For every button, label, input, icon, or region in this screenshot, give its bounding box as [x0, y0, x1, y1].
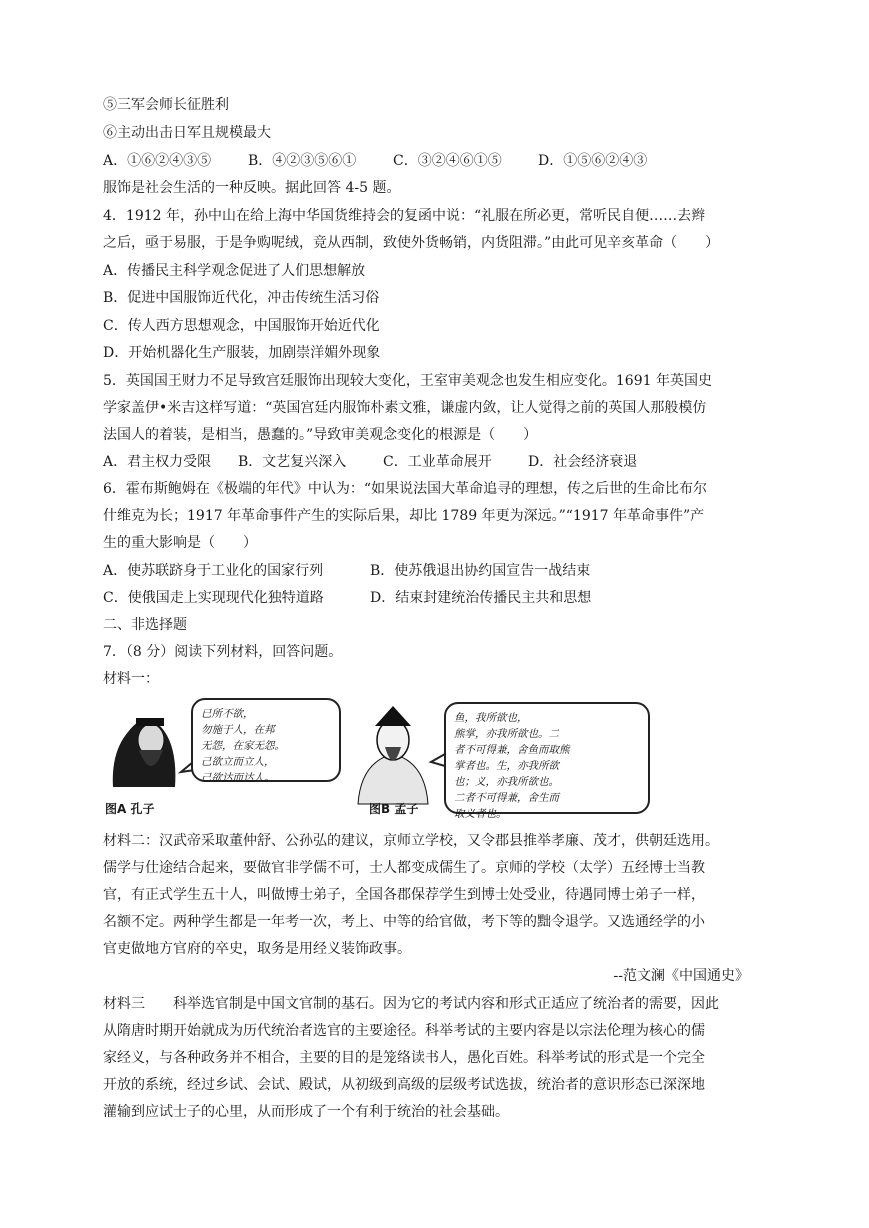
text-line: 服饰是社会生活的一种反映。据此回答 4-5 题。 [103, 180, 401, 196]
figure-a-caption: 图A 孔子 [105, 802, 155, 816]
option-b: B．文艺复兴深入 [238, 454, 347, 470]
option-d: D．①⑤⑥②④③ [538, 153, 648, 169]
option-a: A．使苏联跻身于工业化的国家行列 [103, 563, 324, 579]
text-line: 开放的系统，经过乡试、会试、殿试，从初级到高级的层级考试选拔，统治者的意识形态已深深地 [103, 1077, 705, 1093]
figure-b-caption: 图B 孟子 [369, 802, 419, 816]
question-7: 7．（8 分）阅读下列材料，回答问题。 [103, 644, 343, 660]
material-one-figure [103, 692, 663, 820]
confucius-speech-bubble: 已所不欲， 勿施于人，在邦 无怨，在家无怨。 己欲立而立人， 己欲达而达人。 [191, 698, 341, 782]
text-line: 灌输到应试士子的心里，从而形成了一个有利于统治的社会基础。 [103, 1104, 509, 1120]
text-line: 从隋唐时期开始就成为历代统治者选官的主要途径。科举考试的主要内容是以宗法伦理为核心的儒 [103, 1023, 705, 1039]
mencius-portrait [358, 706, 428, 804]
text-line: 官，有正式学生五十人，叫做博士弟子，全国各郡保荐学生到博士处受业，待遇同博士弟子一样， [103, 887, 705, 903]
material-two: 材料二：汉武帝采取董仲舒、公孙弘的建议，京师立学校，又令郡县推举孝廉、茂才，供朝廷选用。 [103, 833, 719, 849]
section-heading: 二、非选择题 [103, 617, 187, 633]
option-b: B．使苏俄退出协约国宣告一战结束 [370, 563, 591, 579]
option-d: D．结束封建统治传播民主共和思想 [370, 590, 592, 606]
option-b: B．促进中国服饰近代化，冲击传统生活习俗 [103, 290, 380, 306]
text-line: 法国人的着装，是相当，愚蠢的。”导致审美观念变化的根源是（ ） [103, 427, 538, 443]
text-line: ⑥主动出击日军且规模最大 [103, 125, 271, 141]
source-citation: --范文澜《中国通史》 [613, 968, 749, 984]
material-three: 材料三 科举选官制是中国文官制的基石。因为它的考试内容和形式正适应了统治者的需要，因此 [103, 996, 719, 1012]
option-c: C．传人西方思想观念，中国服饰开始近代化 [103, 318, 380, 334]
material-label: 材料一： [103, 671, 159, 687]
text-line: 官吏做地方官府的卒史，取务是用经义装饰政事。 [103, 941, 411, 957]
option-row [103, 562, 703, 580]
text-line: 之后，亟于易服，于是争购呢绒，竞从西制，致使外货畅销，内货阻滞。”由此可见辛亥革命（ ） [103, 235, 720, 251]
question-4: 4．1912 年，孙中山在给上海中华国货维持会的复函中说：“礼服在所必更，常听民自便……去辫 [103, 208, 706, 224]
text-line: 名额不定。两种学生都是一年考一次，考上、中等的给官做，考下等的黜令退学。又选通经学的小 [103, 914, 705, 930]
option-row [103, 152, 703, 170]
text-line: 学家盖伊•米吉这样写道：“英国宫廷内服饰朴素文雅，谦虚内敛，让人觉得之前的英国人那般模仿 [103, 400, 707, 416]
option-c: C．③②④⑥①⑤ [393, 153, 502, 169]
option-d: D．社会经济衰退 [528, 454, 638, 470]
question-5: 5．英国国王财力不足导致宫廷服饰出现较大变化，王室审美观念也发生相应变化。1691 年英国史 [103, 373, 712, 389]
text-line: ⑤三军会师长征胜利 [103, 97, 229, 113]
text-line: 家经义，与各种政务并不相合，主要的目的是笼络读书人，愚化百姓。科举考试的形式是一个完全 [103, 1050, 705, 1066]
option-a: A．传播民主科学观念促进了人们思想解放 [103, 263, 366, 279]
text-line: 什维克为长；1917 年革命事件产生的实际后果，却比 1789 年更为深远。”“1917 年革命事件”产 [103, 508, 705, 524]
option-a: A．君主权力受限 [103, 454, 212, 470]
option-row [103, 589, 703, 607]
option-a: A．①⑥②④③⑤ [103, 153, 212, 169]
text-line: 儒学与仕途结合起来，要做官非学儒不可，士人都变成儒生了。京师的学校（太学）五经博士当教 [103, 860, 705, 876]
option-c: C．使俄国走上实现现代化独特道路 [103, 590, 324, 606]
mencius-speech-bubble: 鱼，我所欲也， 熊掌，亦我所欲也。二 者不可得兼，舍鱼而取熊 掌者也。生，亦我所欲 也；义，亦我所欲也。 二者不可得兼，舍生而 取义者也。 [444, 702, 650, 814]
option-row [103, 453, 703, 471]
confucius-portrait [113, 718, 176, 787]
option-b: B．④②③⑤⑥① [248, 153, 357, 169]
question-6: 6．霍布斯鲍姆在《极端的年代》中认为：“如果说法国大革命追寻的理想，传之后世的生命比布尔 [103, 481, 708, 497]
option-d: D．开始机器化生产服装，加剧崇洋媚外现象 [103, 345, 381, 361]
text-line: 生的重大影响是（ ） [103, 535, 257, 551]
option-c: C．工业革命展开 [383, 454, 492, 470]
